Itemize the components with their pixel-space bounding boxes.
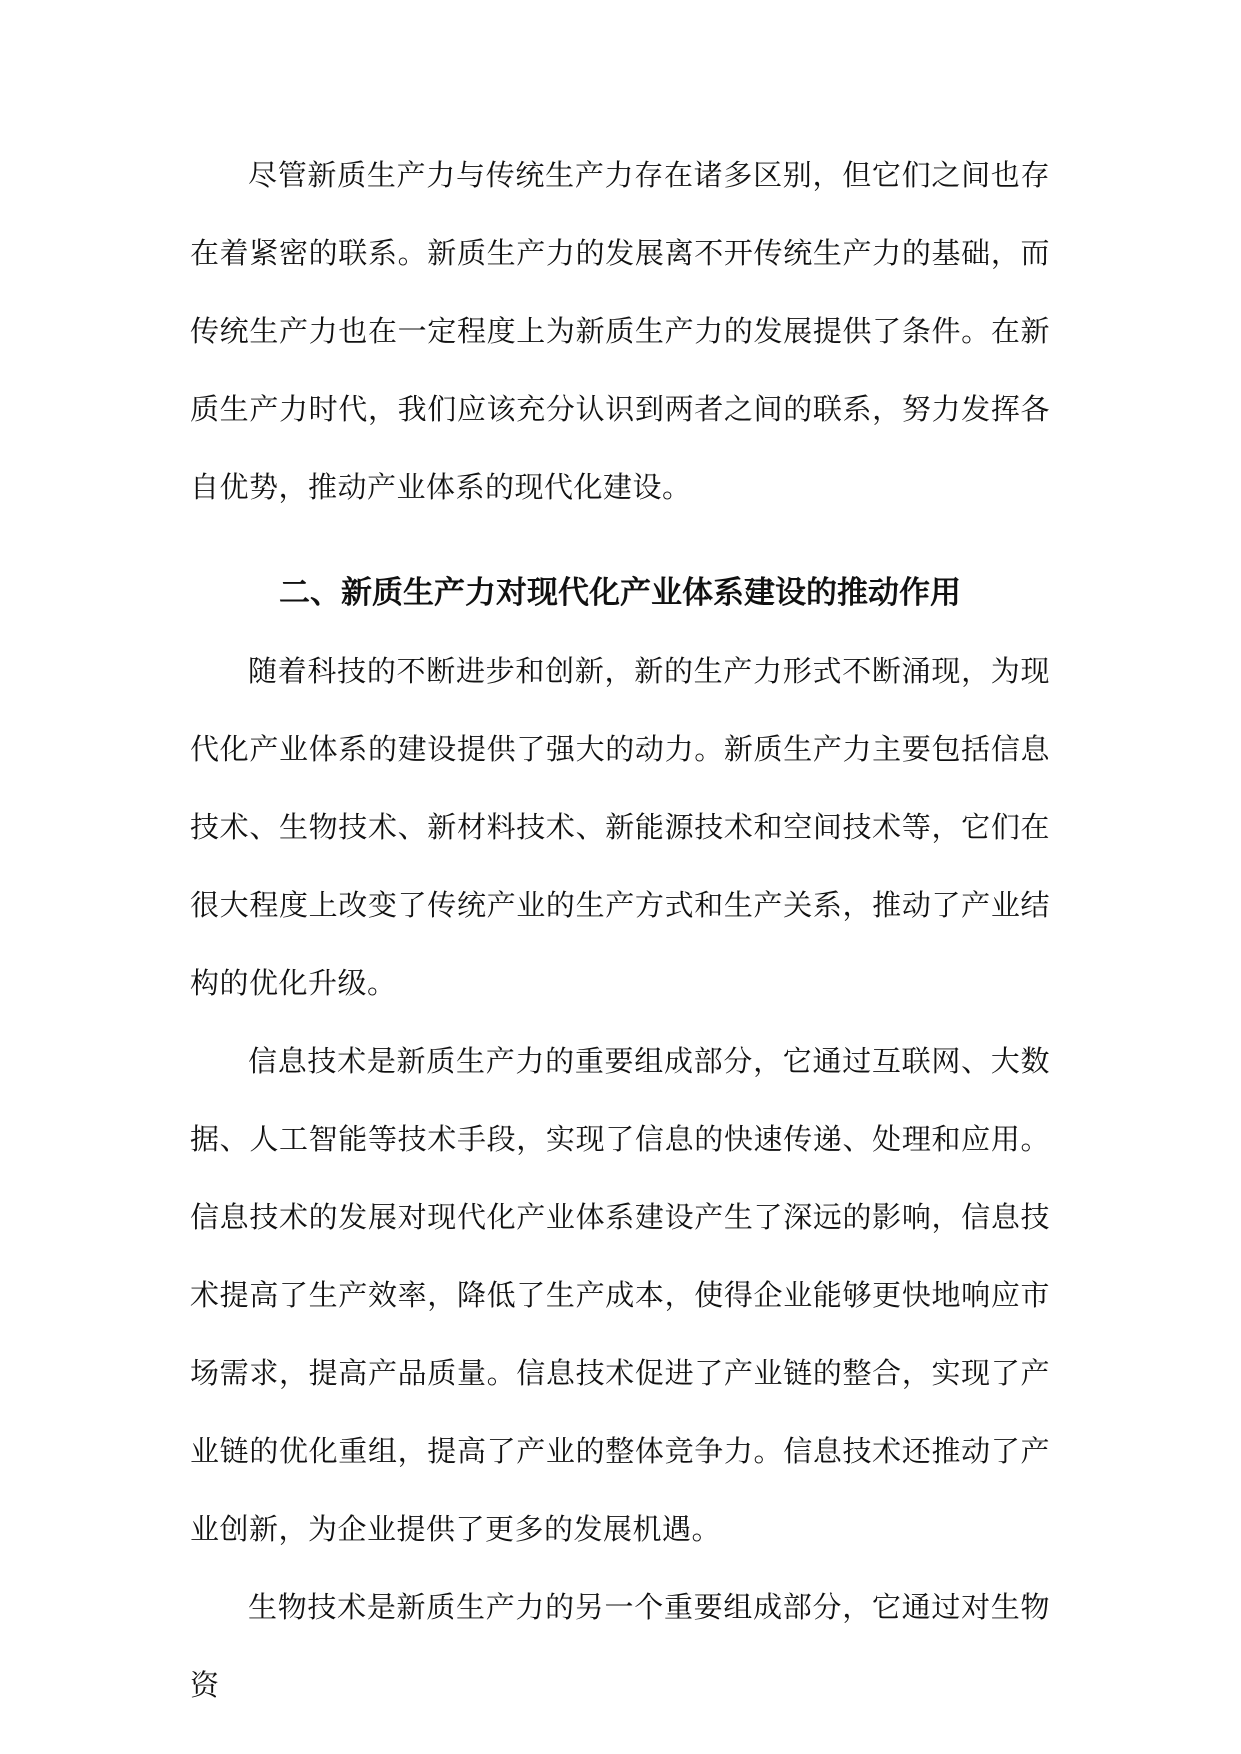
- paragraph-information-technology: 信息技术是新质生产力的重要组成部分，它通过互联网、大数据、人工智能等技术手段，实现了信息的快速传递、处理和应用。信息技术的发展对现代化产业体系建设产生了深远的影响，信息技术提高了生产效率，降低了生产成本，使得企业能够更快地响应市场需求，提高产品质量。信息技术促进了产业链的整合，实现了产业链的优化重组，提高了产业的整体竞争力。信息技术还推动了产业创新，为企业提供了更多的发展机遇。: [190, 1044, 1050, 1546]
- paragraph-overview: 随着科技的不断进步和创新，新的生产力形式不断涌现，为现代化产业体系的建设提供了强大的动力。新质生产力主要包括信息技术、生物技术、新材料技术、新能源技术和空间技术等，它们在很大程度上改变了传统产业的生产方式和生产关系，推动了产业结构的优化升级。: [190, 654, 1050, 1000]
- document-body: [190, 136, 1050, 1724]
- paragraph-intro: 尽管新质生产力与传统生产力存在诸多区别，但它们之间也存在着紧密的联系。新质生产力的发展离不开传统生产力的基础，而传统生产力也在一定程度上为新质生产力的发展提供了条件。在新质生产力时代，我们应该充分认识到两者之间的联系，努力发挥各自优势，推动产业体系的现代化建设。: [190, 158, 1050, 504]
- section-heading: 二、新质生产力对现代化产业体系建设的推动作用: [279, 575, 961, 611]
- paragraph-biotechnology: 生物技术是新质生产力的另一个重要组成部分，它通过对生物资: [190, 1590, 1050, 1702]
